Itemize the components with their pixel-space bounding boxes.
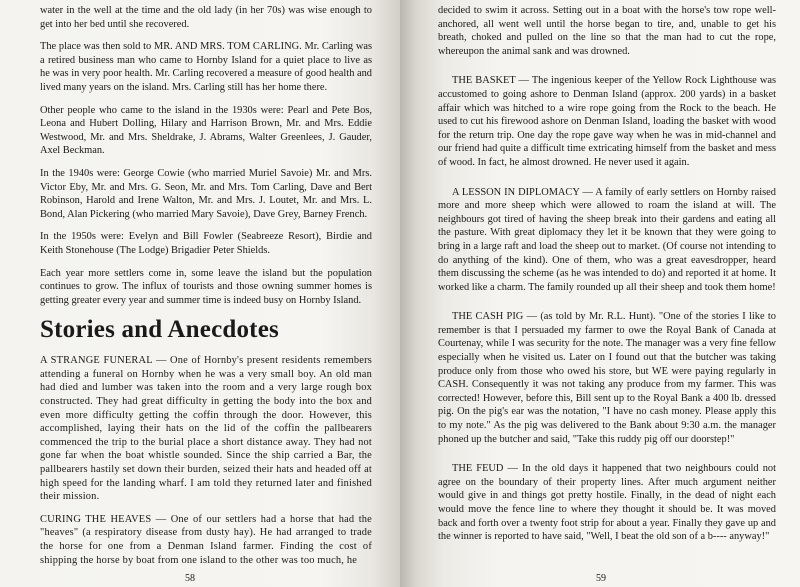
section-heading: Stories and Anecdotes <box>40 316 279 344</box>
page-number: 59 <box>596 573 606 584</box>
paragraph: In the 1940s were: George Cowie (who married Muriel Savoie) Mr. and Mrs. Victor Eby, Mr. and Mrs. G. Seon, Mr. and Mrs. Tom Carling, Dave and Bert Robinson, Harold and Irene Walton, Mr. and Mrs. J. Loutet, Mr. and Mrs. L. Bond, Alan Pickering (who married Mary Savoie), Dave Grey, Barney French. <box>40 167 372 220</box>
paragraph: Each year more settlers come in, some leave the island but the population continues to grow. The influx of tourists and those owning summer homes is getting greater every year and summer time is indeed busy on Hornby Island. <box>40 267 372 306</box>
paragraph: Other people who came to the island in the 1930s were: Pearl and Pete Bos, Leona and Hubert Dolling, Hilary and Harrison Brown, Mr. and Mrs. Eddie Westwood, Mr. and Mrs. Sheldrake, J. Abrams, Walter Greenlees, J. Gauder, Axel Beckman. <box>40 104 372 157</box>
story-strange-funeral: A STRANGE FUNERAL — One of Hornby's present residents remembers attending a funeral on Hornby when he was a very small boy. An old man had died and lumber was taken into the room and a very large rough box constructed. They had great difficulty in getting the body into the box and even more difficulty getting the coffin through the door. However, this accomplished, laying their hats on the lid of the coffin the pallbearers commenced the trip to the burial place a short distance away. They had not gone far when the boat whistle sounded. Since the ship carried a Bar, the pallbearers hastily set down their burden, seized their hats and headed off at high speed for the landing wharf. I am told they returned later and finished their mission. <box>40 355 372 503</box>
story-cash-pig: THE CASH PIG — (as told by Mr. R.L. Hunt). "One of the stories I like to remember is that I persuaded my farmer to owe the Royal Bank of Canada at Courtenay, while I was security for the note. The manager was a very fine fellow especially when he visited us. Later on I found out that the butcher was taking produce only from those who owed his store, but WE were paying regularly in CASH. Consequently it was not taking any produce from my farmer. This was corrected! However, before this, Bill sent up to the Royal Bank a 400 lb. dressed pig. On the pig's ear was the notation, "I have no cash money. Please apply this to my note." As the pig was delivered to the Bank about 9:30 a.m. the manager phoned up the butcher and said, "Take this ruddy pig off our doorstep!" <box>438 311 776 445</box>
paragraph: water in the well at the time and the old lady (in her 70s) was wise enough to get into her bed until she recovered. <box>40 5 372 30</box>
story-curing-heaves: CURING THE HEAVES — One of our settlers had a horse that had the "heaves" (a respiratory disease from dusty hay). He had arranged to trade the horse for one from a Denman Island farmer. Finding the cost of shipping the horse by boat from one island to the other was too much, he <box>40 513 372 566</box>
paragraph: In the 1950s were: Evelyn and Bill Fowler (Seabreeze Resort), Birdie and Keith Stonehouse (The Lodge) Brigadier Peter Shields. <box>40 231 372 256</box>
paragraph: decided to swim it across. Setting out in a boat with the horse's tow rope well-anchored, all went well until the horse began to tire, and, unable to get his breath, choked and pulled on the line so that the man had to cut the rope, whereupon the animal sank and was drowned. <box>438 5 776 57</box>
right-page <box>400 0 800 587</box>
story-lesson-diplomacy: A LESSON IN DIPLOMACY — A family of early settlers on Hornby raised more and more sheep which were allowed to roam the island at will. The neighbours got tired of having the sheep break into their gardens and eating all the pasture. With great diplomacy they let it be known that they were going to bring in a large raft and load the sheep out to market. (Of course not intending to do anything of the kind). One of them, who was a great eavesdropper, heard them discussing the scheme (as he was intended to do) and reported it at home. It worked like a charm. The family rounded up all their sheep and took them home! <box>438 186 776 293</box>
page-number: 58 <box>185 573 195 584</box>
story-the-basket: THE BASKET — The ingenious keeper of the Yellow Rock Lighthouse was accustomed to going ashore to Denman Island (approx. 200 yards) in a basket affair which was hitched to a wire rope going from the Rock to the beach. He used to cut his firewood ashore on Denman Island, loading the basket with wood for the return trip. One day the rope gave way when he was in mid-channel and our friend had quite a difficult time extricating himself from the basket and mess of wood. In fact, he almost drowned. He never used it again. <box>438 75 776 168</box>
story-the-feud: THE FEUD — In the old days it happened that two neighbours could not agree on the boundary of their property lines. After much argument neither would give in and things got pretty hostile. Finally, in the dead of night each would move the fence line to where they thought it should be. It was moved back and forth over a twenty foot strip for about a year. Finally they gave up and the winner is reported to have said, "Well, I beat the old son of a b---- anyway!" <box>438 463 776 543</box>
paragraph: The place was then sold to MR. AND MRS. TOM CARLING. Mr. Carling was a retired business man who came to Hornby Island for a quiet place to live as he was in very poor health. Mr. Carling recovered a measure of good health and lived many years on the island. Mrs. Carling still has her home there. <box>40 41 372 93</box>
